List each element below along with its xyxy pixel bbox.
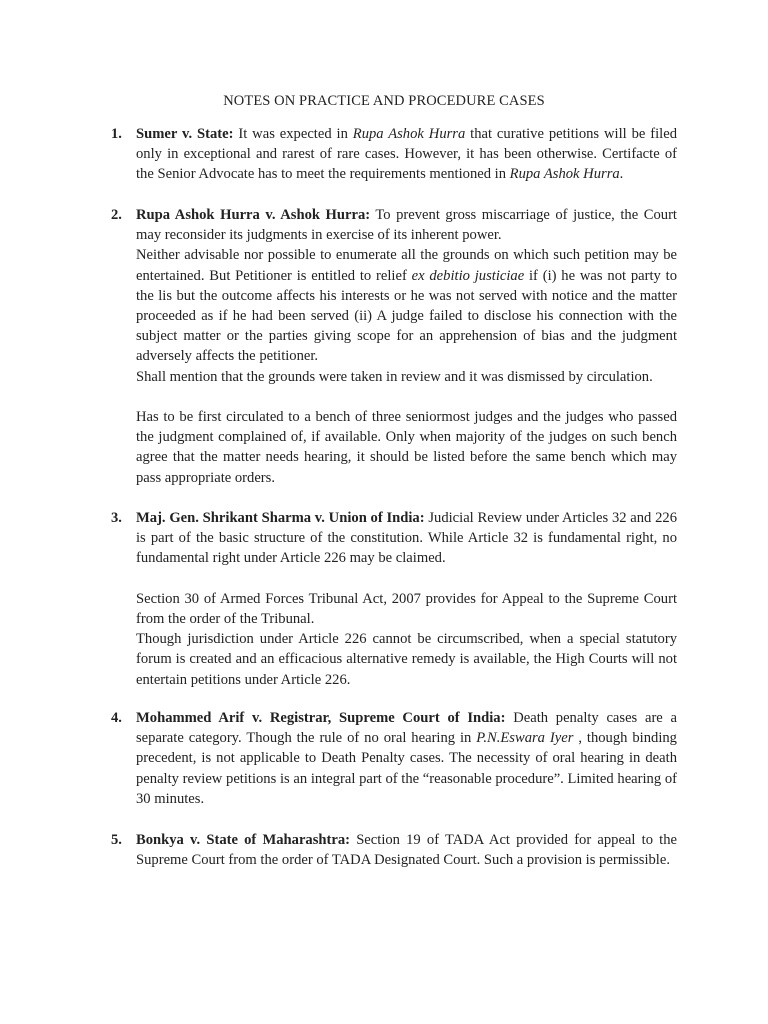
case-name: Mohammed Arif v. Registrar, Supreme Court of India: xyxy=(136,710,506,726)
case-number: 3. xyxy=(111,510,122,526)
case-name: Rupa Ashok Hurra v. Ashok Hurra: xyxy=(136,207,371,223)
case-paragraph xyxy=(136,205,677,245)
case-text: Death penalty cases are a separate category. Though the rule of no oral hearing in xyxy=(136,710,677,747)
case-citation: Rupa Ashok Hurra xyxy=(352,126,466,142)
case-paragraph xyxy=(136,830,677,870)
case-item xyxy=(111,124,677,185)
case-paragraph xyxy=(136,508,677,569)
case-name: Bonkya v. State of Maharashtra: xyxy=(136,832,351,848)
case-citation: Rupa Ashok Hurra xyxy=(509,166,620,183)
case-number: 1. xyxy=(111,126,122,142)
case-text: Neither advisable nor possible to enumerate all the grounds on which such petition may be entertained. But Petitioner is entitled to relief xyxy=(136,247,677,284)
case-text: It was expected in xyxy=(233,126,353,142)
case-number: 2. xyxy=(111,207,122,223)
case-text: if (i) he was not party to the lis but the outcome affects his interests or he was not served with notice and the matter proceeded as if he had been served (ii) A judge failed to disclose his connection with the subject matter or the parties giving scope for an apprehension of bias and the judgment adversely affects the petitioner. xyxy=(136,267,678,365)
case-number: 4. xyxy=(111,710,122,726)
case-paragraph: Though jurisdiction under Article 226 cannot be circumscribed, when a special statutory forum is created and an efficacious alternative remedy is available, the High Courts will not entertain petitions under Article 226. xyxy=(136,631,677,688)
case-latin-term: ex debitio justiciae xyxy=(411,267,525,284)
case-text: Section 19 of TADA Act provided for appeal to the Supreme Court from the order of TADA Designated Court. Such a provision is permissible. xyxy=(136,832,677,869)
case-paragraph: Section 30 of Armed Forces Tribunal Act, 2007 provides for Appeal to the Supreme Court from the order of the Tribunal. xyxy=(136,590,677,627)
case-item xyxy=(111,205,678,488)
case-paragraph xyxy=(136,124,677,185)
case-item xyxy=(111,830,677,870)
case-paragraph: Has to be first circulated to a bench of three seniormost judges and the judges who passed the judgment complained of, if available. Only when majority of the judges on such bench agree that the matter needs hearing, it should be listed before the same bench which may pass appropriate orders. xyxy=(136,409,677,486)
page-title: NOTES ON PRACTICE AND PROCEDURE CASES xyxy=(223,93,545,109)
case-number: 5. xyxy=(111,832,122,848)
case-paragraph xyxy=(136,708,677,809)
case-text: that curative petitions will be filed only in exceptional and rarest of rare cases. However, it has been otherwise. Certifacte of the Senior Advocate has to meet the requirements mentioned in xyxy=(136,126,677,183)
case-name: Maj. Gen. Shrikant Sharma v. Union of India: xyxy=(136,510,425,526)
case-item xyxy=(111,708,677,809)
case-name: Sumer v. State: xyxy=(136,126,234,142)
case-paragraph xyxy=(136,245,677,366)
case-text: Judicial Review under Articles 32 and 226 is part of the basic structure of the constitution. While Article 32 is fundamental right, no fundamental right under Article 226 may be claimed. xyxy=(136,510,677,567)
case-text: To prevent gross miscarriage of justice, the Court may reconsider its judgments in exercise of its inherent power. xyxy=(136,207,677,244)
case-text: . xyxy=(619,166,624,183)
case-paragraph: Shall mention that the grounds were taken in review and it was dismissed by circulation. xyxy=(136,368,653,385)
case-text: , though binding precedent, is not applicable to Death Penalty cases. The necessity of oral hearing in death penalty review petitions is an integral part of the “reasonable procedure”. Limited hearing of 30 minutes. xyxy=(136,730,677,807)
case-item xyxy=(111,508,677,690)
case-citation: P.N.Eswara Iyer xyxy=(476,730,574,747)
